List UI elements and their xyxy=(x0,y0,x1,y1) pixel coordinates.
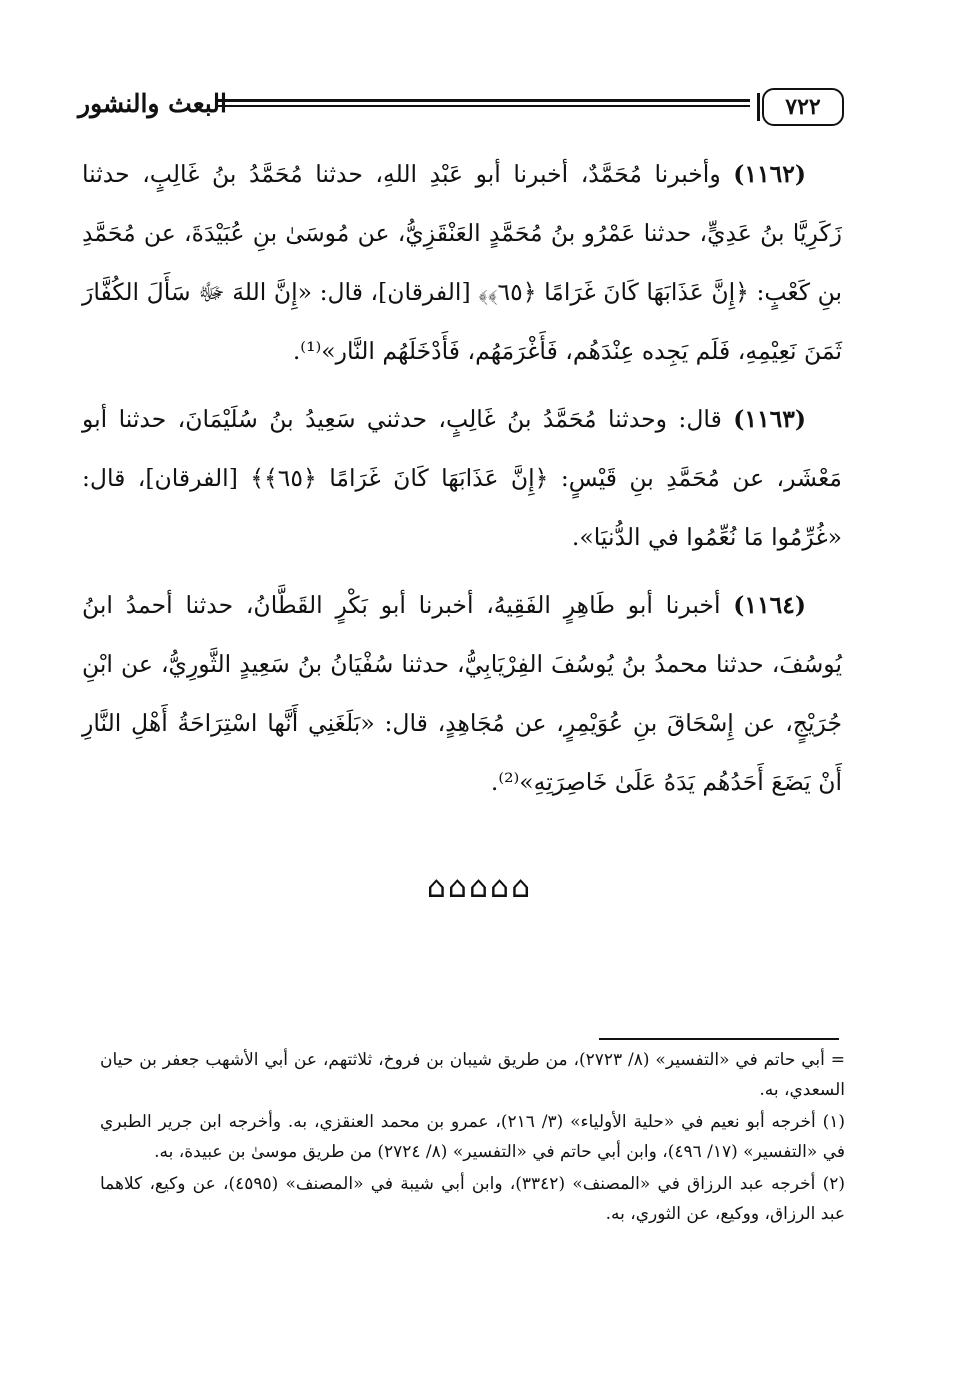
header-rule xyxy=(218,99,750,111)
section-divider-ornament: ⌂⌂⌂⌂⌂ xyxy=(426,870,533,905)
page-number: ٧٢٢ xyxy=(762,88,844,126)
paragraph-text: وأخبرنا مُحَمَّدٌ، أخبرنا أبو عَبْدِ اللهِ، حدثنا مُحَمَّدُ بنُ غَالِبٍ، حدثنا زَكَرِيَّا بنُ عَدِيٍّ، حدثنا عَمْرُو بنُ مُحَمَّدٍ العَنْقَزِيُّ، عن مُوسَىٰ بنِ عُبَيْدَةَ، عن مُحَمَّدِ بنِ كَعْبٍ: ﴿إِنَّ عَذَابَهَا كَانَ غَرَامًا ﴿٦٥﴾﴾ [الفرقان]، قال: «إِنَّ اللهَ ﷻ سَأَلَ الكُفَّارَ ثَمَنَ نَعِيْمِهِ، فَلَم يَجِده عِنْدَهُم، فَأَغْرَمَهُم، فَأَدْخَلَهُم النَّار»⁽¹⁾. xyxy=(82,160,842,365)
page-header xyxy=(78,82,844,132)
footnote-separator xyxy=(599,1038,839,1040)
footnote-2: (٢) أخرجه عبد الرزاق في «المصنف» (٣٣٤٢)، وابن أبي شيبة في «المصنف» (٤٥٩٥)، عن وكيع، كلاهما عبد الرزاق، ووكيع، عن الثوري، به. xyxy=(100,1174,846,1224)
footnotes xyxy=(100,1045,845,1231)
running-title: البعث والنشور xyxy=(78,89,227,118)
hadith-number: (١١٦٣) xyxy=(733,405,806,433)
paragraph-text: أخبرنا أبو طَاهِرٍ الفَقِيهُ، أخبرنا أبو بَكْرٍ القَطَّانُ، حدثنا أحمدُ ابنُ يُوسُفَ، حدثنا محمدُ بنُ يُوسُفَ الفِرْيَابِيُّ، حدثنا سُفْيَانُ بنُ سَعِيدٍ الثَّورِيُّ، عن ابْنِ جُرَيْجٍ، عن إِسْحَاقَ بنِ عُوَيْمِرٍ، عن مُجَاهِدٍ، قال: «بَلَغَنِي أَنَّها اسْتِرَاحَةُ أَهْلِ النَّارِ أَنْ يَضَعَ أَحَدُهُم يَدَهُ عَلَىٰ خَاصِرَتِهِ»⁽²⁾. xyxy=(82,591,842,796)
paragraph-1162 xyxy=(82,145,842,381)
main-text xyxy=(82,145,842,821)
footnote-continued: = أبي حاتم في «التفسير» (٨/ ٢٧٢٣)، من طريق شيبان بن فروخ، ثلاثتهم، عن أبي الأشهب جعفر بن حيان السعدي، به. xyxy=(100,1050,845,1100)
hadith-number: (١١٦٤) xyxy=(733,591,806,619)
paragraph-1163 xyxy=(82,390,842,567)
hadith-number: (١١٦٢) xyxy=(733,160,806,188)
paragraph-text: قال: وحدثنا مُحَمَّدُ بنُ غَالِبٍ، حدثني سَعِيدُ بنُ سُلَيْمَانَ، حدثنا أبو مَعْشَر، عن مُحَمَّدِ بنِ قَيْسٍ: ﴿إِنَّ عَذَابَهَا كَانَ غَرَامًا ﴿٦٥﴾﴾ [الفرقان]، قال: «غُرِّمُوا مَا نُعِّمُوا في الدُّنيَا». xyxy=(82,405,842,551)
footnote-1: (١) أخرجه أبو نعيم في «حلية الأولياء» (٣/ ٢١٦)، عمرو بن محمد العنقزي، به. وأخرجه ابن جرير الطبري في «التفسير» (١٧/ ٤٩٦)، وابن أبي حاتم في «التفسير» (٨/ ٢٧٢٤) من طريق موسىٰ بن عبيدة، به. xyxy=(100,1112,846,1162)
paragraph-1164 xyxy=(82,576,842,812)
